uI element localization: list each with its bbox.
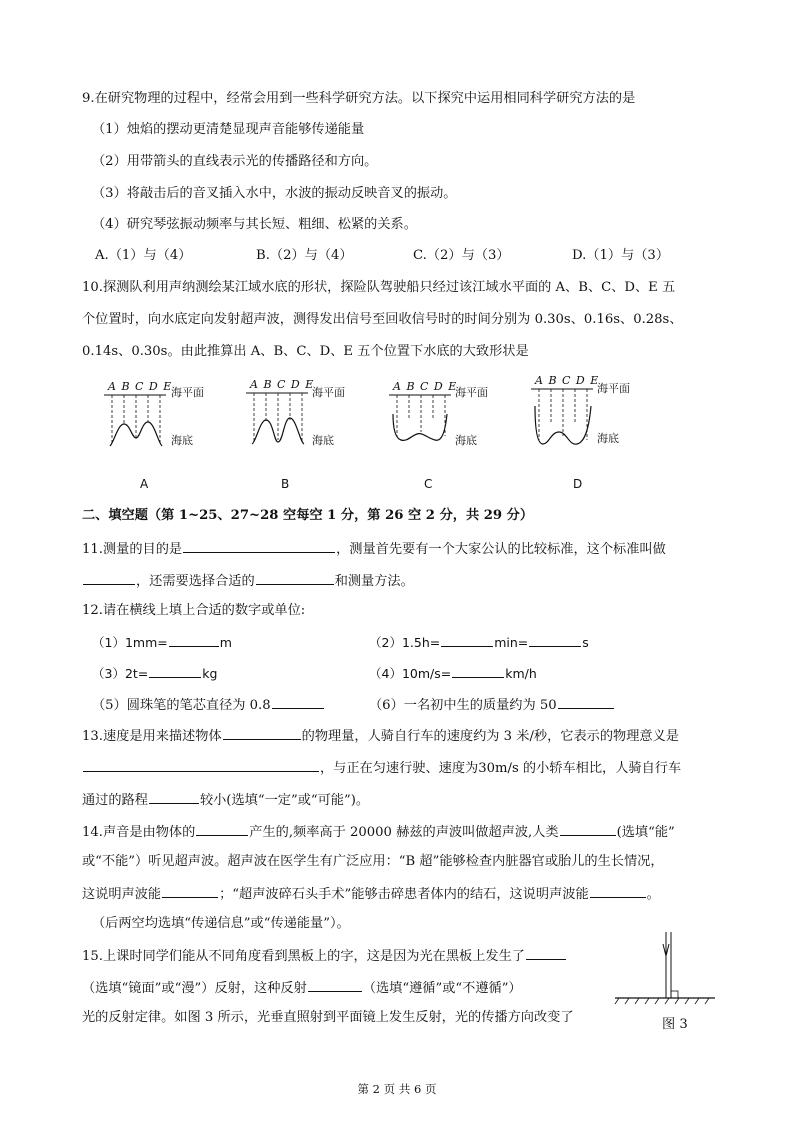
q14-blank-3[interactable]	[162, 883, 218, 898]
q12-item-6-text: （6）一名初中生的质量约为 50	[369, 698, 557, 713]
q15-text-1: 15.上课时同学们能从不同角度看到黑板上的字，这是因为光在黑板上发生了	[82, 949, 525, 964]
q14-blank-1[interactable]	[196, 821, 248, 836]
q15-text-2: （选填“镜面”或“漫”）反射，这种反射	[82, 981, 307, 996]
q11-line-2	[82, 570, 414, 592]
q12-item-4-text: （4）10m/s=	[369, 666, 452, 681]
q14-text-3: (选填“能”	[616, 825, 675, 840]
fig-c-profile	[389, 394, 459, 454]
q11-text-1: 11.测量的目的是	[82, 542, 183, 557]
fig-b-profile	[246, 392, 316, 452]
q12-blank-2[interactable]	[441, 632, 493, 647]
q13-text-4: 通过的路程	[82, 793, 148, 808]
fig-c-sea-surface: 海平面	[455, 386, 488, 399]
figure-3-label: 图 3	[662, 1017, 688, 1032]
q11-text-3: ，还需要选择合适的	[136, 574, 255, 589]
q15-text-3: （选填“遵循”或“不遵循”）	[362, 981, 522, 996]
q12-blank-1[interactable]	[169, 632, 219, 647]
q9-stem: 9.在研究物理的过程中，经常会用到一些科学研究方法。以下探究中运用相同科学研究方法的是	[82, 91, 636, 106]
q14-line-2: 或“不能”）听见超声波。超声波在医学生有广泛应用：“B 超”能够检查内脏器官或胎儿的生长情况，	[82, 854, 664, 869]
fig-c-points: A B C D E	[393, 380, 458, 393]
section-2-title: 二、填空题（第 1~25、27~28 空每空 1 分，第 26 空 2 分，共 29 分）	[82, 508, 534, 523]
q9-option-d: D.（1）与（3）	[572, 248, 670, 263]
fig-a-sea-floor: 海底	[171, 434, 193, 447]
q12-item-2-text: （2）1.5h=	[369, 635, 441, 650]
q14-text-2: 产生的,频率高于 20000 赫兹的声波叫做超声波,人类	[249, 825, 559, 840]
fig-d-sea-floor: 海底	[597, 432, 619, 445]
q14-line-4: （后两空均选填“传递信息”或“传递能量”）。	[92, 916, 350, 931]
q15-blank-2[interactable]	[308, 977, 362, 992]
q10-line-3: 0.14s、0.30s。由此推算出 A、B、C、D、E 五个位置下水底的大致形状是	[82, 344, 529, 359]
q14-line-1	[82, 821, 675, 843]
q15-line-3: 光的反射定律。如图 3 所示，光垂直照射到平面镜上发生反射，光的传播方向改变了	[82, 1010, 574, 1025]
fig-b-sea-floor: 海底	[312, 434, 334, 447]
fig-a-points: A B C D E	[108, 380, 173, 393]
q12-item-2-unit: s	[582, 635, 589, 650]
q9-item-2: （2）用带箭头的直线表示光的传播路径和方向。	[92, 154, 378, 169]
q11-text-2: ，测量首先要有一个大家公认的比较标准，这个标准叫做	[336, 542, 666, 557]
q14-text-7: 。	[646, 887, 660, 902]
q9-option-b: B.（2）与（4）	[256, 248, 353, 263]
q13-text-3: ，与正在匀速行驶、速度为30m/s 的小轿车相比，人骑自行车	[320, 761, 682, 776]
q14-blank-2[interactable]	[560, 821, 616, 836]
fig-c-sea-floor: 海底	[455, 434, 477, 447]
fig-d-sea-surface: 海平面	[597, 382, 630, 395]
q12-item-3-text: （3）2t=	[92, 666, 149, 681]
q11-blank-1[interactable]	[183, 538, 335, 553]
q10-line-1: 10.探测队利用声纳测绘某江域水底的形状，探险队驾驶船只经过该江域水平面的 A、B、C、D、E 五	[82, 280, 676, 295]
q14-line-3	[82, 883, 660, 905]
q12-item-3	[92, 663, 217, 685]
q15-blank-1[interactable]	[526, 945, 566, 960]
fig-a-sea-surface: 海平面	[171, 386, 204, 399]
q12-item-1-unit: m	[219, 635, 232, 650]
q13-blank-1[interactable]	[223, 725, 301, 740]
q14-text-6: ；“超声波碎石头手术”能够击碎患者体内的结石，这说明声波能	[219, 887, 589, 902]
q12-item-5-text: （5）圆珠笔的笔芯直径为 0.8	[92, 698, 271, 713]
q9-item-1: （1）烛焰的摆动更清楚显现声音能够传递能量	[92, 122, 365, 137]
q11-blank-3[interactable]	[256, 570, 334, 585]
q13-line-1	[82, 725, 679, 747]
q13-line-3	[82, 789, 369, 811]
q12-item-3-unit: kg	[202, 666, 218, 681]
fig-label-c: C	[424, 477, 433, 491]
q13-text-5: 较小(选填“一定”或“可能”)。	[199, 793, 370, 808]
q12-blank-3[interactable]	[529, 632, 581, 647]
fig-label-d: D	[573, 477, 583, 491]
q11-text-4: 和测量方法。	[334, 574, 414, 589]
q13-blank-3[interactable]	[149, 789, 199, 804]
q12-blank-7[interactable]	[558, 694, 614, 709]
fig-label-a: A	[140, 477, 149, 491]
q12-item-1	[92, 632, 232, 654]
q12-item-2-mid: min=	[494, 635, 529, 650]
fig-a-profile	[104, 394, 174, 454]
fig-d-profile	[531, 388, 601, 450]
q12-blank-4[interactable]	[149, 663, 201, 678]
q14-blank-4[interactable]	[590, 883, 646, 898]
fig-b-points: A B C D E	[250, 378, 315, 391]
q13-blank-2[interactable]	[83, 757, 319, 772]
q15-line-2	[82, 977, 522, 999]
q12-item-2	[369, 632, 589, 654]
q12-item-4	[369, 663, 537, 685]
q12-item-5	[92, 694, 325, 716]
fig-b-sea-surface: 海平面	[312, 386, 345, 399]
q13-text-2: 的物理量，人骑自行车的速度约为 3 米/秒，它表示的物理意义是	[301, 729, 679, 744]
q12-stem: 12.请在横线上填上合适的数字或单位:	[82, 603, 306, 618]
q11-blank-2[interactable]	[83, 570, 135, 585]
q12-item-4-unit: km/h	[505, 666, 537, 681]
q12-blank-5[interactable]	[452, 663, 504, 678]
fig-d-points: A B C D E	[535, 374, 600, 387]
q10-line-2: 个位置时，向水底定向发射超声波，测得发出信号至回收信号时的时间分别为 0.30s、0.16s、0.28s、	[82, 312, 683, 327]
fig-label-b: B	[281, 477, 290, 491]
q12-item-6	[369, 694, 615, 716]
q9-option-c: C.（2）与（3）	[413, 248, 510, 263]
q9-item-4: （4）研究琴弦振动频率与其长短、粗细、松紧的关系。	[92, 217, 417, 232]
figure-3-mirror-diagram	[615, 930, 715, 1000]
page-footer: 第 2 页 共 6 页	[357, 1082, 437, 1096]
q9-option-a: A.（1）与（4）	[95, 248, 192, 263]
q15-line-1	[82, 945, 567, 967]
q12-item-1-text: （1）1mm=	[92, 635, 168, 650]
q11-line-1	[82, 538, 666, 560]
q13-line-2	[82, 757, 681, 779]
q9-item-3: （3）将敲击后的音叉插入水中，水波的振动反映音叉的振动。	[92, 186, 457, 201]
q14-text-1: 14.声音是由物体的	[82, 825, 196, 840]
q13-text-1: 13.速度是用来描述物体	[82, 729, 222, 744]
q12-blank-6[interactable]	[272, 694, 324, 709]
q14-text-5: 这说明声波能	[82, 887, 162, 902]
